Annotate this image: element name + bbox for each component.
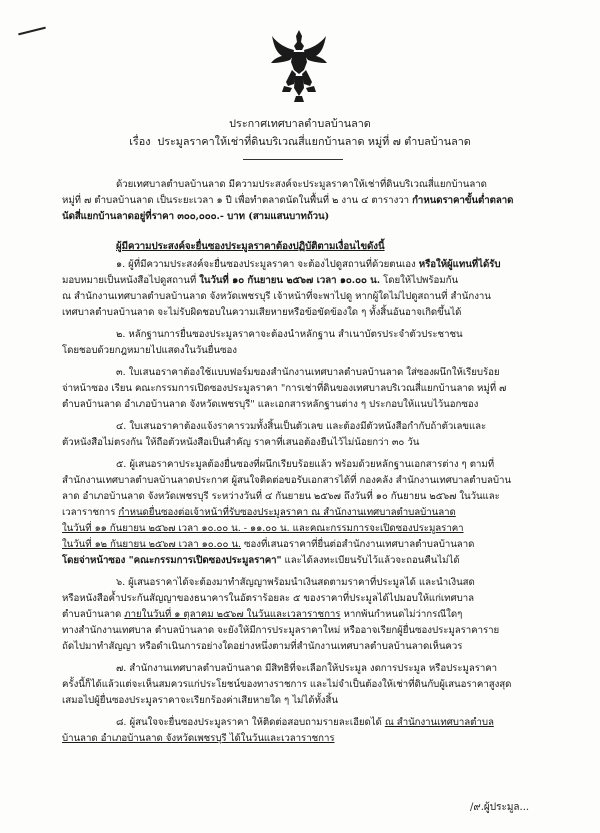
condition-7-line-1: ๗. สำนักงานเทศบาลตำบลบ้านลาด มีสิทธิที่จะเลือกให้ประมูล งดการประมูล หรือประมูลราคา <box>116 663 498 674</box>
intro-line-1: ด้วยเทศบาลตำบลบ้านลาด มีความประสงค์จะประมูลราคาให้เช่าที่ดินบริเวณสี่แยกบ้านลาด <box>116 179 487 190</box>
condition-5-line-5: ในวันที่ ๑๑ กันยายน ๒๕๖๗ เวลา ๑๐.๐๐ น. - ๑๑.๐๐ น. และคณะกรรมการจะเปิดซองประมูลราคา <box>62 523 464 534</box>
announcement-title: ประกาศเทศบาลตำบลบ้านลาด <box>229 117 371 130</box>
condition-1-line-3: ณ สำนักงานเทศบาลตำบลบ้านลาด จังหวัดเพชรบุรี เจ้าหน้าที่จะพาไปดู หากผู้ใดไม่ไปดูสถานที่ สำนักงาน <box>62 291 491 302</box>
condition-2-line-1: ๒. หลักฐานการยื่นซองประมูลราคาจะต้องนำหลักฐาน สำเนาบัตรประจำตัวประชาชน <box>116 329 463 340</box>
subject-text: ประมูลราคาให้เช่าที่ดินบริเวณสี่แยกบ้านลาด หมู่ที่ ๗ ตำบลบ้านลาด <box>157 135 471 148</box>
condition-3-line-2: จ่าหน้าซอง เรียน คณะกรรมการเปิดซองประมูลราคา "การเช่าที่ดินของเทศบาลบริเวณสี่แยกบ้านลาด หมู่ที่ ๗ <box>62 383 507 394</box>
condition-3-line-3: ตำบลบ้านลาด อำเภอบ้านลาด จังหวัดเพชรบุรี" และเอกสารหลักฐานต่าง ๆ ประกอบให้แนบไว้นอกซอง <box>62 399 479 410</box>
condition-5-line-7: โดยจ่าหน้าซอง "คณะกรรมการเปิดซองประมูลราคา" และได้ลงทะเบียนรับไว้แล้วจะถอนคืนไม่ได้ <box>62 555 460 566</box>
condition-4-line-1: ๔. ใบเสนอราคาต้องแจ้งราคารวมทั้งสิ้นเป็นตัวเลข และต้องมีตัวหนังสือกำกับถ้าตัวเลขและ <box>116 421 487 432</box>
condition-8-line-1: ๘. ผู้สนใจจะยื่นซองประมูลราคา ให้ติดต่อสอบถามรายละเอียดได้ ณ สำนักงานเทศบาลตำบล <box>116 717 494 728</box>
condition-1-line-4: เทศบาลตำบลบ้านลาด จะไม่รับผิดชอบในความเสียหายหรือข้อขัดข้องใด ๆ ทั้งสิ้นอันอาจเกิดขึ้นได้ <box>62 307 462 318</box>
condition-1-line-1: ๑. ผู้ที่มีความประสงค์จะยื่นซองประมูลราคา จะต้องไปดูสถานที่ด้วยตนเอง หรือให้ผู้แทนที่ได้รับ <box>116 259 501 270</box>
condition-6-line-2: หรือหนังสือค้ำประกันสัญญาของธนาคารในอัตราร้อยละ ๕ ของราคาที่ประมูลได้ไปมอบให้แก่เทศบาล <box>62 593 474 604</box>
subject-label: เรื่อง <box>129 135 151 148</box>
condition-5-line-3: ลาด อำเภอบ้านลาด จังหวัดเพชรบุรี ระหว่างวันที่ ๔ กันยายน ๒๕๖๗ ถึงวันที่ ๑๐ กันยายน ๒๕๖๗ ในวันและ <box>62 491 500 502</box>
intro-line-3: นัดสี่แยกบ้านลาดอยู่ที่ราคา ๓๐๐,๐๐๐.- บาท (สามแสนบาทถ้วน) <box>62 211 330 222</box>
pen-mark <box>18 27 46 36</box>
condition-1-line-2: มอบหมายเป็นหนังสือไปดูสถานที่ ในวันที่ ๑๐ กันยายน ๒๕๖๗ เวลา ๑๐.๐๐ น. โดยให้ไปพร้อมกัน <box>62 275 459 286</box>
condition-5-line-1: ๕. ผู้เสนอราคาประมูลต้องยื่นซองที่ผนึกเรียบร้อยแล้ว พร้อมด้วยหลักฐานเอกสารต่าง ๆ ตามที่ <box>116 459 495 470</box>
condition-5-line-2: สำนักงานเทศบาลตำบลบ้านลาดประกาศ ผู้สนใจติดต่อขอรับเอกสารได้ที่ กองคลัง สำนักงานเทศบาลตำบลบ้าน <box>62 475 511 486</box>
header-divider <box>243 159 343 160</box>
intro-line-2: หมู่ที่ ๗ ตำบลบ้านลาด เป็นระยะเวลา ๑ ปี เพื่อทำตลาดนัดในพื้นที่ ๒ งาน ๔ ตารางวา กำหนดราคาขั้นต่ำตลาด <box>62 195 514 206</box>
condition-5-line-4: เวลาราชการ กำหนดยื่นซองต่อเจ้าหน้าที่รับซองประมูลราคา ณ สำนักงานเทศบาลตำบลบ้านลาด <box>62 507 456 518</box>
condition-7-line-3: เสมอไปผู้ยื่นซองประมูลราคาจะเรียกร้องค่าเสียหายใด ๆ ไม่ได้ทั้งสิ้น <box>62 695 338 706</box>
condition-6-line-4: ทางสำนักงานเทศบาล ตำบลบ้านลาด จะยังให้มีการประมูลราคาใหม่ หรืออาจเรียกผู้ยื่นซองประมูลราคาราย <box>62 625 500 636</box>
garuda-emblem-icon <box>266 26 332 104</box>
conditions-heading: ผู้มีความประสงค์จะยื่นซองประมูลราคาต้องปฏิบัติตามเงื่อนไขดังนี้ <box>116 241 385 252</box>
condition-7-line-2: ครั้งนี้ก็ได้แล้วแต่จะเห็นสมควรแก่ประโยชน์ของทางราชการ และไม่จำเป็นต้องให้เช่าที่ดินกับผู้เสนอราคาสูงสุด <box>62 679 512 690</box>
condition-6-line-1: ๖. ผู้เสนอราคาได้จะต้องมาทำสัญญาพร้อมนำเงินสดตามราคาที่ประมูลได้ และนำเงินสด <box>116 577 475 588</box>
condition-5-line-6: ในวันที่ ๑๒ กันยายน ๒๕๖๗ เวลา ๑๐.๐๐ น. ซองที่เสนอราคาที่ยื่นต่อสำนักงานเทศบาลตำบลบ้านลาด <box>62 539 475 550</box>
condition-4-line-2: ตัวหนังสือไม่ตรงกัน ให้ถือตัวหนังสือเป็นสำคัญ ราคาที่เสนอต้องยืนไว้ไม่น้อยกว่า ๓๐ วัน <box>62 437 420 448</box>
condition-6-line-5: ถัดไปมาทำสัญญา หรือดำเนินการอย่างใดอย่างหนึ่งตามที่สำนักงานเทศบาลตำบลบ้านลาดเห็นควร <box>62 641 463 652</box>
condition-6-line-3: ตำบลบ้านลาด ภายในวันที่ ๑ ตุลาคม ๒๕๖๗ ในวันและเวลาราชการ หากพ้นกำหนดไม่ว่ากรณีใดๆ <box>62 609 463 620</box>
announcement-subject <box>0 135 600 149</box>
condition-3-line-1: ๓. ใบเสนอราคาต้องใช้แบบฟอร์มของสำนักงานเทศบาลตำบลบ้านลาด ใส่ซองผนึกให้เรียบร้อย <box>116 367 500 378</box>
continuation-marker: /๙.ผู้ประมูล... <box>470 802 530 813</box>
condition-2-line-2: โดยชอบด้วยกฎหมายไปแสดงในวันยื่นซอง <box>62 345 237 356</box>
condition-8-line-2: บ้านลาด อำเภอบ้านลาด จังหวัดเพชรบุรี ได้ในวันและเวลาราชการ <box>62 733 335 744</box>
